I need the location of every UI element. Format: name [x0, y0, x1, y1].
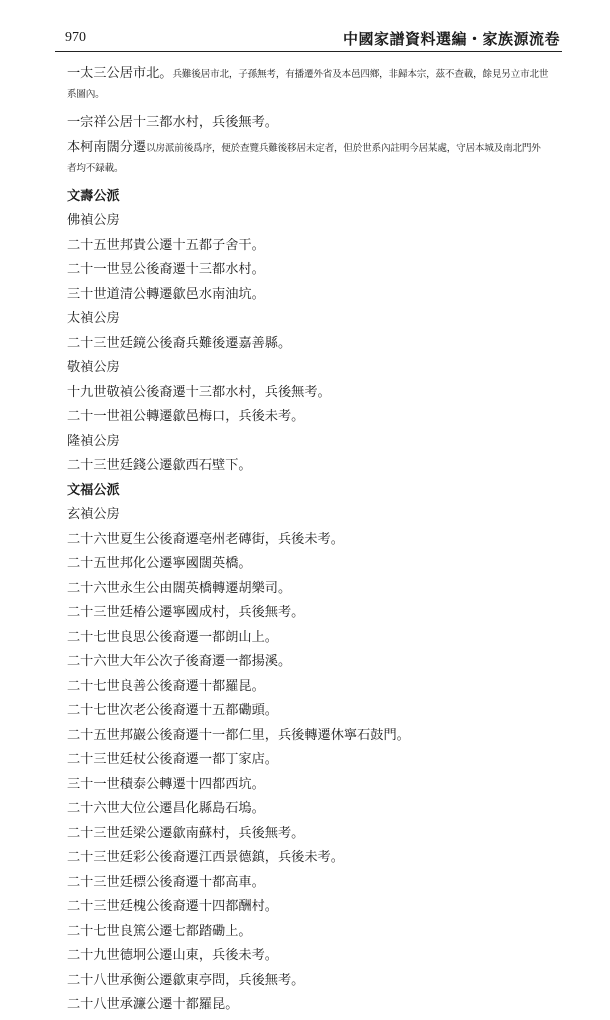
- migration-list: [67, 187, 550, 1016]
- list-item: 二十三世廷鏡公後裔兵難後遷嘉善縣。: [67, 335, 292, 351]
- list-item: 二十五世邦貴公遷十五都子舍干。: [67, 237, 265, 253]
- list-item: 二十七世良善公後裔遷十都羅昆。: [67, 678, 265, 694]
- list-item: 二十七世良篤公遷七都踏磡上。: [67, 923, 252, 939]
- list-item: 二十七世良思公後裔遷一都朗山上。: [67, 629, 278, 645]
- list-item: 三十一世積泰公轉遷十四都西坑。: [67, 776, 265, 792]
- list-item: 二十三世廷錢公遷歙西石壁下。: [67, 458, 252, 473]
- list-item: 二十六世大年公次子後裔遷一都揚溪。: [67, 654, 292, 669]
- list-item: 二十七世次老公後裔遷十五都磡頭。: [67, 703, 278, 718]
- intro-paragraph-fenqian: [67, 138, 550, 178]
- list-item: 二十五世邦化公遷寧國闊英橋。: [67, 556, 252, 571]
- list-item: 三十世道清公轉遷歙邑水南油坑。: [67, 286, 265, 302]
- intro-main-text: 一宗祥公居十三都水村，兵後無考。: [67, 115, 278, 130]
- list-item: 二十六世永生公由闊英橋轉遷胡樂司。: [67, 580, 292, 596]
- list-item: 隆禎公房: [67, 433, 120, 449]
- list-item: 二十三世廷標公後裔遷十都高車。: [67, 874, 265, 890]
- list-item: 二十六世大位公遷昌化縣島石塢。: [67, 801, 265, 816]
- list-item: 二十三世廷杖公後裔遷一都丁家店。: [67, 752, 278, 767]
- header-rule: [55, 51, 562, 52]
- list-item: 二十三世廷椿公遷寧國成村，兵後無考。: [67, 605, 305, 620]
- intro-paragraph-shitai: [67, 64, 550, 104]
- section-heading: 文壽公派: [67, 188, 120, 204]
- list-item: 二十三世廷彩公後裔遷江西景德鎮，兵後未考。: [67, 850, 344, 865]
- list-item: 二十六世夏生公後裔遷亳州老磚街，兵後未考。: [67, 531, 344, 547]
- list-item: 二十一世昱公後裔遷十三都水村。: [67, 262, 265, 277]
- list-item: 二十三世廷槐公後裔遷十四都酬村。: [67, 899, 278, 914]
- list-item: 二十九世德坰公遷山東，兵後未考。: [67, 948, 278, 963]
- document-body: [67, 64, 550, 1020]
- page-number: 970: [65, 30, 86, 45]
- list-item: 敬禎公房: [67, 360, 120, 375]
- section-heading: 文福公派: [67, 482, 120, 498]
- intro-paragraph-zongxiang: [67, 113, 550, 133]
- running-title: 中國家譜資料選編・家族源流卷: [342, 30, 560, 48]
- intro-note-text: 以房派前後爲序，便於查覽兵難後移居未定者，但於世系內註明今居某處，守居本城及南北門外者均不録載。: [67, 142, 541, 174]
- intro-main-text: 一太三公居市北。: [67, 66, 173, 81]
- list-item: 二十三世廷梁公遷歙南蘇村，兵後無考。: [67, 825, 305, 841]
- list-item: 二十八世承濂公遷十都羅昆。: [67, 997, 239, 1012]
- list-item: 二十八世承衡公遷歙東亭問，兵後無考。: [67, 972, 305, 988]
- list-item: 二十一世祖公轉遷歙邑梅口，兵後未考。: [67, 409, 305, 424]
- intro-main-text: 本柯南闊分遷: [67, 139, 147, 155]
- list-item: 十九世敬禎公後裔遷十三都水村，兵後無考。: [67, 384, 331, 400]
- list-item: 二十五世邦巖公後裔遷十一都仁里，兵後轉遷休寧石鼓門。: [67, 727, 410, 743]
- intro-note-text: 兵難後居市北，子孫無考，有播遷外省及本邑四鄉，非歸本宗，茲不查載，餘見另立市北世系圖內。: [67, 69, 549, 100]
- list-item: 玄禎公房: [67, 507, 120, 522]
- list-item: 佛禎公房: [67, 213, 120, 228]
- page-header: [55, 26, 562, 52]
- list-item: 太禎公房: [67, 311, 120, 326]
